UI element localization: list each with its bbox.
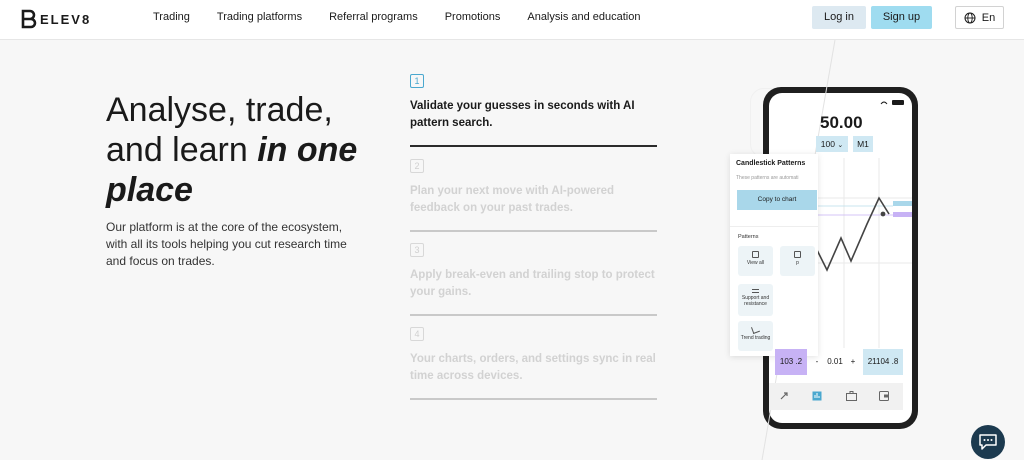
pattern-tile-view-all[interactable]: [738, 246, 773, 276]
panel-title: Candlestick Patterns: [736, 160, 806, 167]
order-row: [775, 349, 903, 375]
buy-button[interactable]: 21104 .8: [863, 349, 903, 375]
brand-name: ELEV8: [40, 11, 92, 27]
nav-item-referral-programs[interactable]: Referral programs: [329, 11, 418, 23]
patterns-section-label: Patterns: [738, 234, 759, 240]
chat-icon: [979, 434, 997, 450]
grid-icon: [752, 251, 759, 258]
hero-description: Our platform is at the core of the ecosystem, with all its tools helping you cut research time and focus on trades.: [106, 220, 347, 268]
step-text: Plan your next move with AI-powered feedback on your past trades.: [410, 185, 615, 214]
wallet-icon[interactable]: [879, 391, 889, 401]
step-number: 2: [410, 159, 424, 173]
panel-divider: [730, 226, 818, 227]
amount-chip-label: 100: [820, 139, 835, 149]
pattern-tile-partial[interactable]: [780, 246, 815, 276]
sell-button[interactable]: 103 .2: [775, 349, 807, 375]
support-resistance-icon: [752, 289, 759, 293]
copy-to-chart-button[interactable]: Copy to chart: [737, 190, 817, 210]
step-text: Apply break-even and trailing stop to protect your gains.: [410, 269, 655, 298]
tile-label: Trend trading: [740, 335, 771, 341]
step-text: Your charts, orders, and settings sync in real time across devices.: [410, 353, 656, 382]
tile-label: Support and resistance: [741, 295, 770, 307]
phone-price: 50.00: [820, 113, 863, 132]
chevron-down-icon: ⌄: [837, 142, 844, 149]
nav-item-promotions[interactable]: Promotions: [444, 11, 501, 23]
candlestick-patterns-panel: [730, 154, 818, 356]
hero-title-emphasis: in one place: [106, 131, 358, 209]
nav-item-trading-platforms[interactable]: Trading platforms: [216, 11, 303, 23]
language-label: En: [981, 11, 996, 24]
tile-label: View all: [746, 260, 765, 266]
step-text: Validate your guesses in seconds with AI pattern search.: [410, 100, 635, 129]
pattern-tile-support-resistance[interactable]: [738, 284, 773, 316]
amount-chip[interactable]: [816, 136, 848, 152]
qty-minus-button[interactable]: -: [815, 357, 819, 366]
step-number: 4: [410, 327, 424, 341]
panel-subtitle: These patterns are automati: [736, 175, 799, 181]
rocket-icon[interactable]: [779, 391, 789, 401]
hero-title-regular: Analyse, trade, and learn: [106, 91, 333, 169]
trend-icon: [751, 325, 760, 334]
qty-plus-button[interactable]: +: [850, 357, 856, 366]
signup-button[interactable]: Sign up: [871, 6, 932, 29]
chart-icon[interactable]: [812, 391, 822, 401]
pattern-tile-trend-trading[interactable]: [738, 321, 773, 351]
qty-value[interactable]: 0.01: [827, 357, 843, 366]
chat-support-button[interactable]: [971, 425, 1005, 459]
nav-item-analysis-education[interactable]: Analysis and education: [527, 11, 641, 23]
step-number: 3: [410, 243, 424, 257]
pattern-icon: [794, 251, 801, 258]
phone-tab-bar: [769, 383, 903, 410]
step-number: 1: [410, 74, 424, 88]
login-button[interactable]: Log in: [812, 6, 866, 29]
nav-item-trading[interactable]: Trading: [153, 11, 190, 23]
timeframe-chip[interactable]: M1: [853, 136, 873, 152]
tile-label: p: [796, 260, 799, 266]
briefcase-icon[interactable]: [846, 391, 857, 401]
